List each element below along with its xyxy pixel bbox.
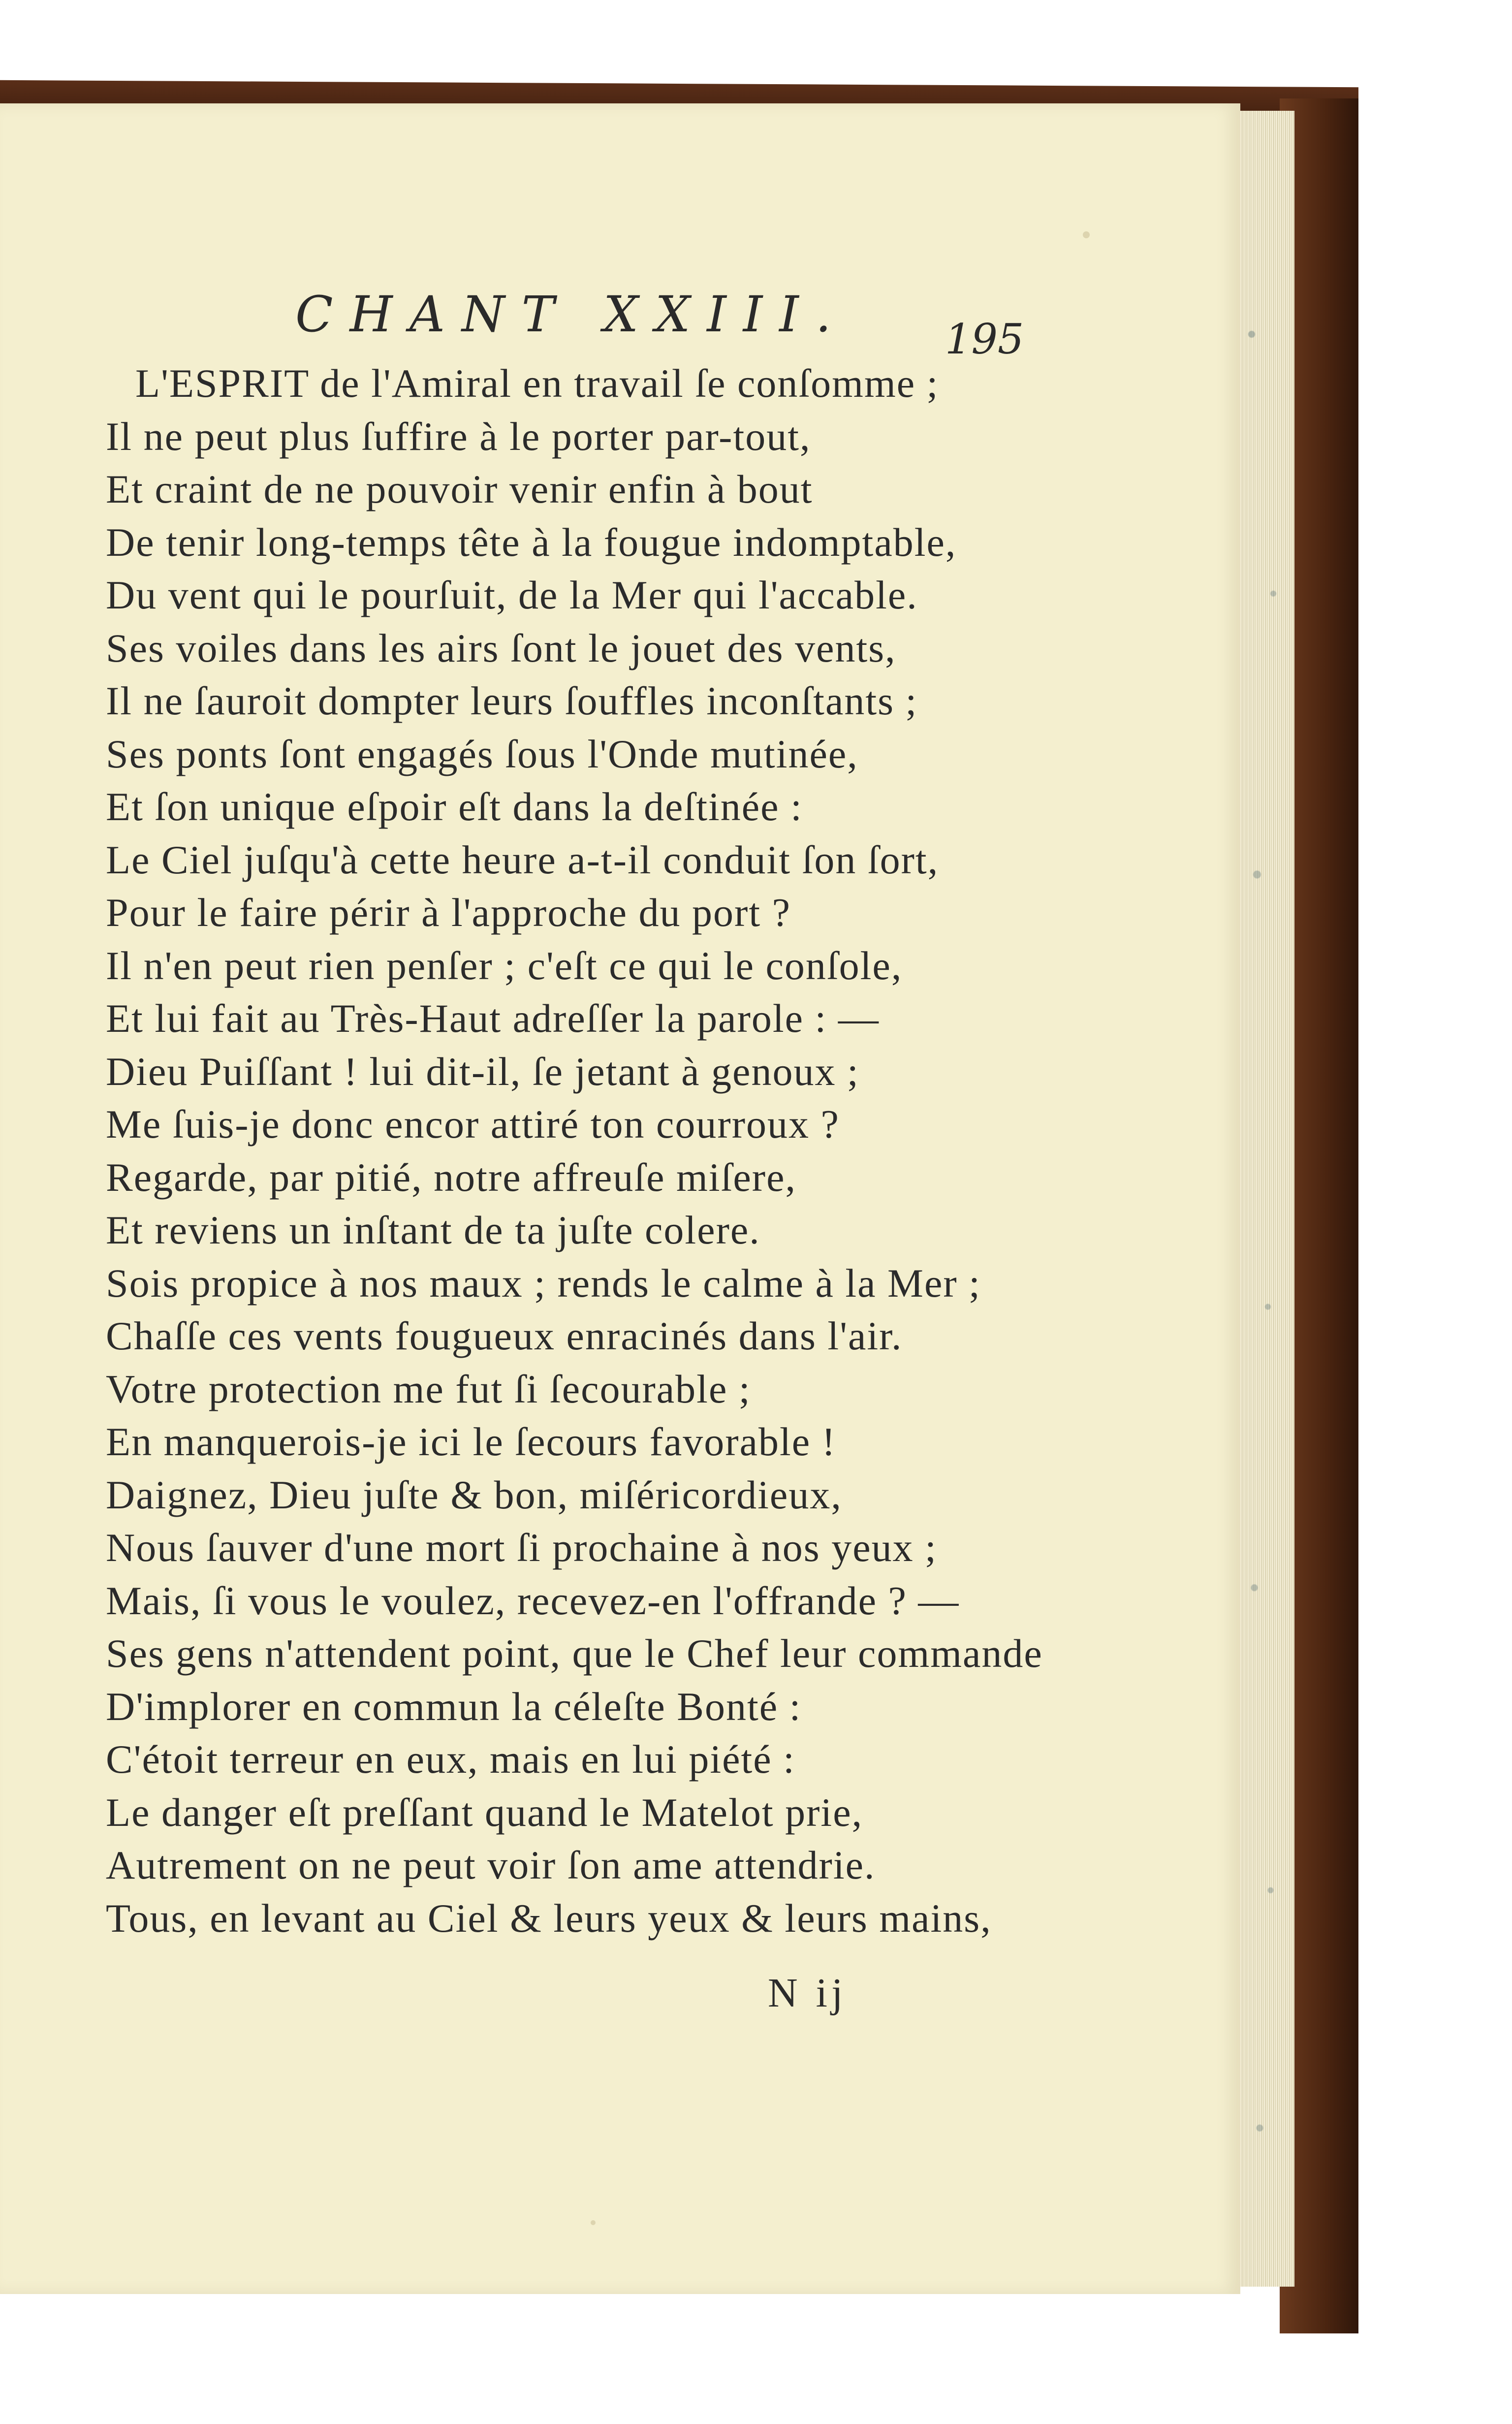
verse-line: Et ſon unique eſpoir eſt dans la deſtinée : [106,784,803,829]
verse-line: Le Ciel juſqu'à cette heure a-t-il conduit ſon ſort, [106,837,939,882]
verse-line: Mais, ſi vous le voulez, recevez-en l'offrande ? — [106,1578,960,1623]
verse-line: Tous, en levant au Ciel & leurs yeux & leurs mains, [106,1895,992,1941]
verse-line: Il ne ſauroit dompter leurs ſouffles inconſtants ; [106,678,918,723]
verse-line: Et reviens un inſtant de ta juſte colere. [106,1208,760,1252]
verse-line: C'étoit terreur en eux, mais en lui piété : [106,1737,795,1782]
verse-line: Nous ſauver d'une mort ſi prochaine à nos yeux ; [106,1525,937,1570]
verse-line: De tenir long-temps tête à la fougue indomptable, [106,519,957,565]
verse-line: Et craint de ne pouvoir venir enfin à bout [106,467,813,511]
verse-line: Sois propice à nos maux ; rends le calme à la Mer ; [106,1260,981,1306]
verse-line: Ses voiles dans les airs ſont le jouet des vents, [106,625,896,670]
verse-line: Et lui fait au Très-Haut adreſſer la parole : — [106,996,880,1041]
verse-line: Me ſuis-je donc encor attiré ton courroux ? [106,1102,840,1147]
verse-line: D'implorer en commun la céleſte Bonté : [106,1684,802,1729]
paper-spot [1083,231,1090,238]
verse-line: Chaſſe ces vents fougueux enracinés dans l'air. [106,1313,903,1358]
verse-line: L'ESPRIT de l'Amiral en travail ſe conſomme ; [135,361,939,406]
verse-line: Autrement on ne peut voir ſon ame attendrie. [106,1843,876,1887]
verse-line: Il n'en peut rien penſer ; c'eſt ce qui le conſole, [106,943,903,988]
verse-line: Ses ponts ſont engagés ſous l'Onde mutinée, [106,731,858,776]
paper-spot [591,2220,596,2225]
verse-line: Du vent qui le pourſuit, de la Mer qui l'accable. [106,573,918,617]
page-number: 195 [945,315,1024,363]
verse-block [106,357,1041,1945]
verse-line: En manquerois-je ici le ſecours favorable ! [106,1419,836,1464]
verse-line: Il ne peut plus ſuffire à le porter par-tout, [106,414,811,459]
running-head: CHANT XXIII. [295,286,848,343]
signature-mark: N ij [768,1970,847,2016]
verse-line: Le danger eſt preſſant quand le Matelot prie, [106,1789,863,1835]
verse-line: Votre protection me fut ſi ſecourable ; [106,1366,751,1411]
verse-line: Pour le faire périr à l'approche du port ? [106,890,791,935]
fore-edge-stains [1235,118,1290,2279]
verse-line: Dieu Puiſſant ! lui dit-il, ſe jetant à genoux ; [106,1049,859,1094]
verse-line: Daignez, Dieu juſte & bon, miſéricordieux, [106,1472,842,1517]
verse-line: Regarde, par pitié, notre affreuſe miſere, [106,1154,796,1200]
verse-line: Ses gens n'attendent point, que le Chef leur commande [106,1631,1043,1676]
